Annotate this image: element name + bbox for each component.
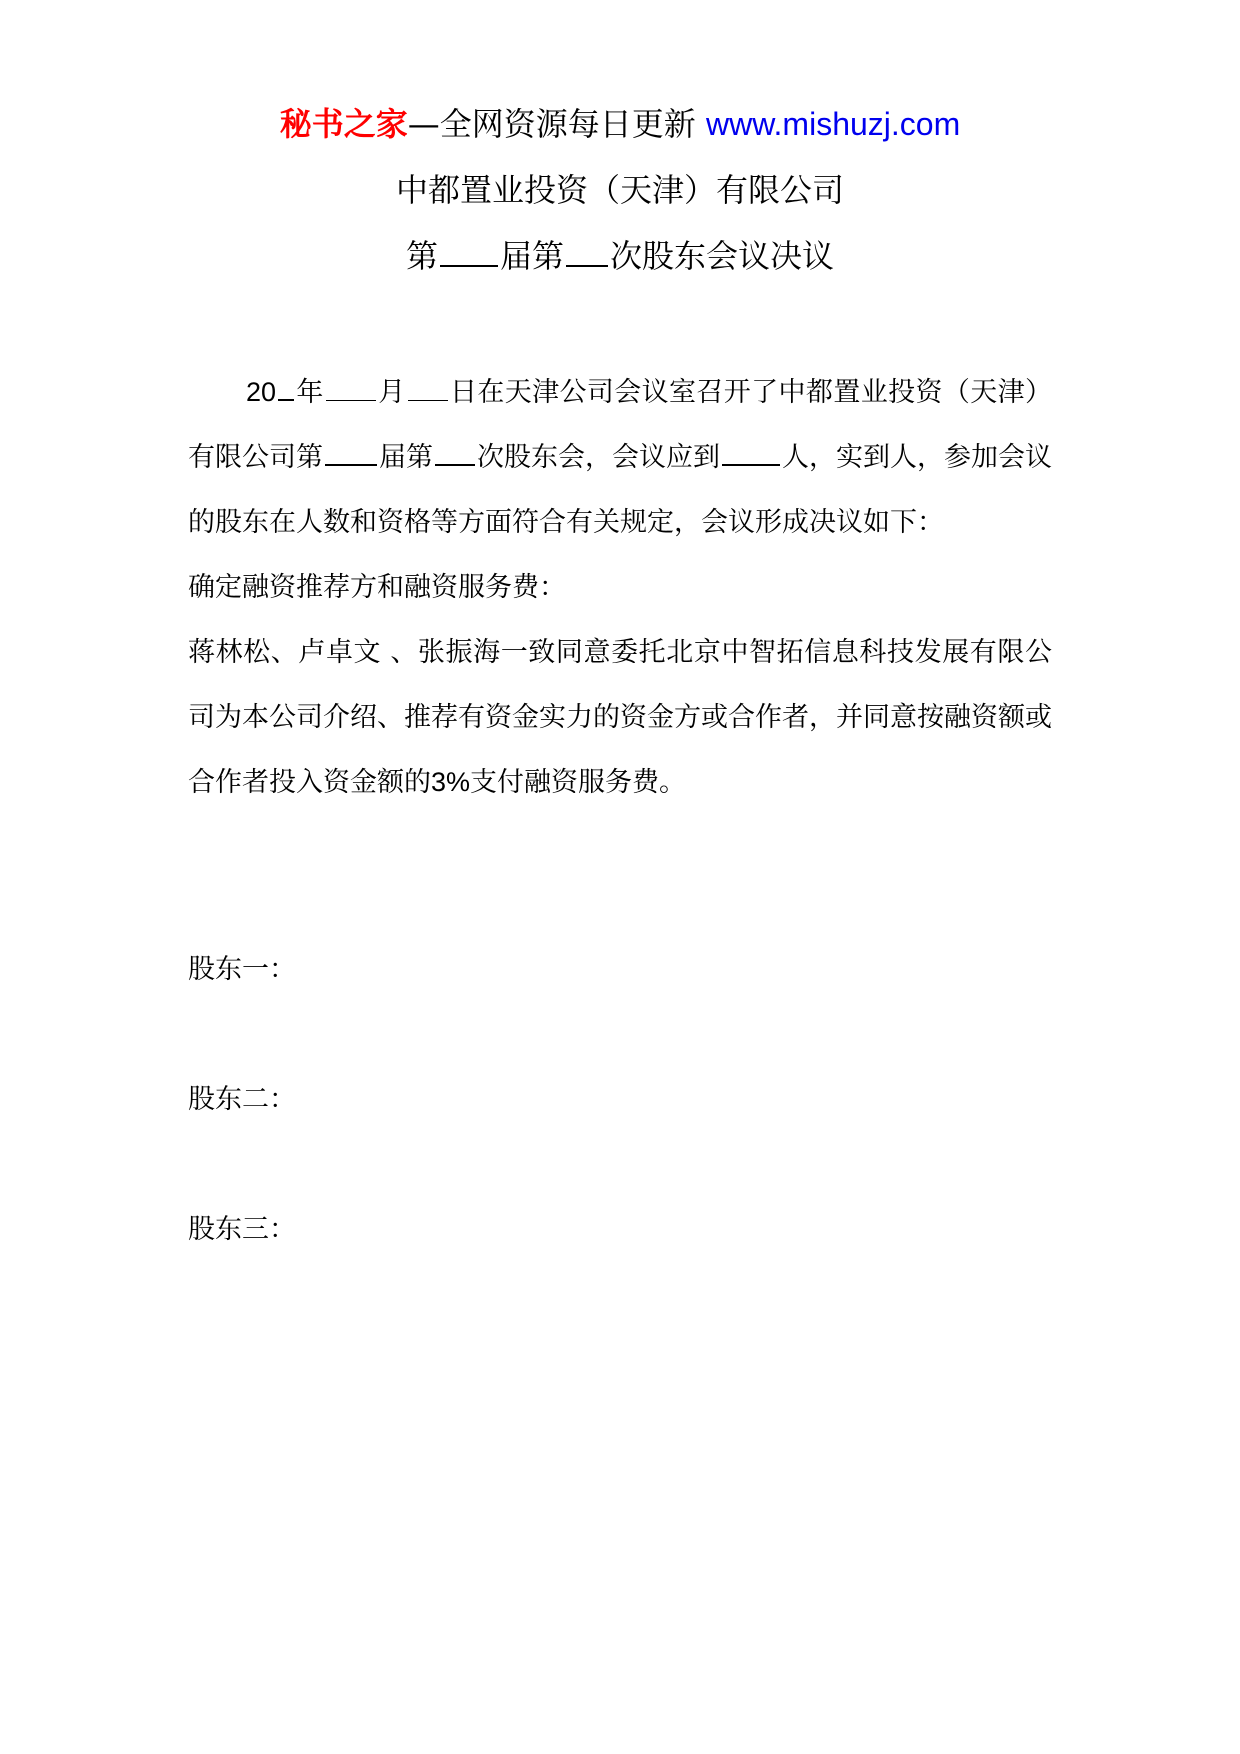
- resolution-title-mid: 届第: [499, 237, 564, 275]
- session-blank: [440, 235, 498, 267]
- meeting-count-blank: [435, 440, 475, 466]
- financing-text-a: 蒋林松、卢卓文 、张振海一致同意委托北京中智拓信息科技发展有限公司为本公司介绍、推荐有资金实力的资金方或合作者，并同意按融资额或合作者投入资金额的: [188, 637, 1052, 798]
- item-heading: 确定融资推荐方和融资服务费：: [188, 572, 566, 603]
- year-suffix: 年: [296, 377, 324, 408]
- year-blank: [278, 375, 294, 401]
- shareholder-3-label: 股东三：: [188, 1214, 296, 1245]
- session-number-blank: [325, 440, 377, 466]
- shareholder-2-label: 股东二：: [188, 1084, 296, 1115]
- month-blank: [326, 376, 376, 401]
- month-label: 月: [377, 377, 406, 408]
- year-prefix: 20: [246, 377, 277, 407]
- resolution-title-suffix: 次股东会议决议: [610, 237, 835, 275]
- resolution-body: [188, 360, 1052, 815]
- header-tagline: —全网资源每日更新: [407, 105, 706, 143]
- site-url-link[interactable]: www.mishuzj.com: [705, 106, 961, 142]
- meeting-text: 次股东会，会议应到: [477, 442, 720, 473]
- shareholder-1-label: 股东一：: [188, 954, 296, 985]
- meeting-number-blank: [566, 235, 608, 267]
- session-mid: 届第: [379, 442, 433, 473]
- attendance-text: 人，实到人，参加会议的股东在人数和资格等方面符合有关规定，会议形成决议如下：: [188, 442, 1052, 538]
- resolution-title: [0, 232, 1240, 280]
- financing-rate: 3%: [431, 767, 471, 797]
- day-text: 日在天津公司会议室召开了中都置业投资（天津）有限公司第: [188, 377, 1052, 473]
- meeting-paragraph: [188, 360, 1052, 555]
- day-blank: [408, 376, 448, 401]
- resolution-title-prefix: 第: [405, 237, 438, 275]
- company-title: 中都置业投资（天津）有限公司: [395, 171, 844, 209]
- brand-name: 秘书之家: [279, 105, 408, 143]
- financing-paragraph: [188, 620, 1052, 815]
- financing-text-b: 支付融资服务费。: [470, 767, 687, 798]
- site-header: [0, 100, 1240, 148]
- attendance-blank: [722, 440, 780, 466]
